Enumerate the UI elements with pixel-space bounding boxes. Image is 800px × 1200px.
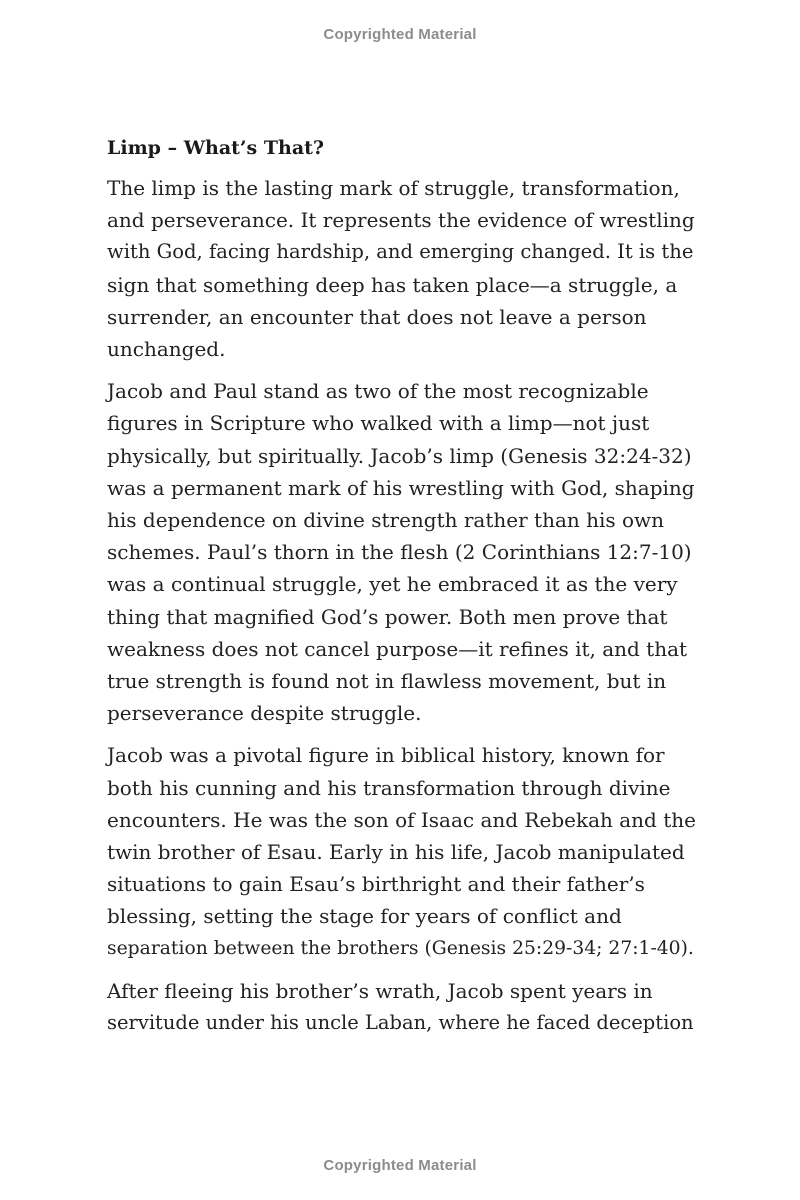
paragraph-1 [107, 172, 697, 365]
text-line: thing that magnified God’s power. Both men prove that [107, 604, 668, 629]
text-line: surrender, an encounter that does not leave a person [107, 304, 647, 329]
text-line: situations to gain Esau’s birthright and their father’s [107, 872, 645, 897]
text-line: servitude under his uncle Laban, where he faced deception [107, 1011, 694, 1035]
text-line: sign that something deep has taken place—a struggle, a [107, 272, 678, 297]
footer-watermark: Copyrighted Material [323, 1157, 477, 1174]
text-line: Jacob was a pivotal figure in biblical history, known for [107, 743, 665, 768]
text-line: weakness does not cancel purpose—it refines it, and that [107, 636, 688, 661]
text-line: twin brother of Esau. Early in his life, Jacob manipulated [107, 840, 685, 865]
text-line: blessing, setting the stage for years of conflict and [107, 904, 622, 929]
text-line: both his cunning and his transformation through divine [107, 775, 671, 800]
text-line: encounters. He was the son of Isaac and Rebekah and the [107, 807, 696, 832]
section-heading: Limp – What’s That? [107, 137, 325, 159]
text-line: with God, facing hardship, and emerging changed. It is the [107, 240, 694, 264]
text-line: physically, but spiritually. Jacob’s limp (Genesis 32:24-32) [107, 443, 692, 468]
text-line: was a continual struggle, yet he embraced it as the very [107, 572, 678, 597]
text-line: perseverance despite struggle. [107, 701, 422, 726]
text-line: Jacob and Paul stand as two of the most recognizable [107, 379, 649, 404]
text-line: separation between the brothers (Genesis 25:29-34; 27:1-40). [107, 937, 694, 959]
header-watermark: Copyrighted Material [323, 26, 477, 43]
text-line: unchanged. [107, 337, 226, 362]
text-line: After fleeing his brother’s wrath, Jacob spent years in [107, 978, 653, 1003]
text-line: figures in Scripture who walked with a limp—not just [107, 411, 650, 436]
paragraph-2 [107, 375, 697, 729]
paragraph-4 [107, 975, 697, 1039]
text-line: and perseverance. It represents the evidence of wrestling [107, 208, 695, 233]
paragraph-3 [107, 739, 697, 964]
text-line: The limp is the lasting mark of struggle, transformation, [107, 176, 680, 200]
text-line: schemes. Paul’s thorn in the flesh (2 Corinthians 12:7-10) [107, 540, 692, 565]
text-line: was a permanent mark of his wrestling with God, shaping [107, 475, 695, 500]
text-line: true strength is found not in flawless movement, but in [107, 669, 667, 694]
page-content [107, 133, 697, 1049]
text-line: his dependence on divine strength rather than his own [107, 508, 665, 533]
